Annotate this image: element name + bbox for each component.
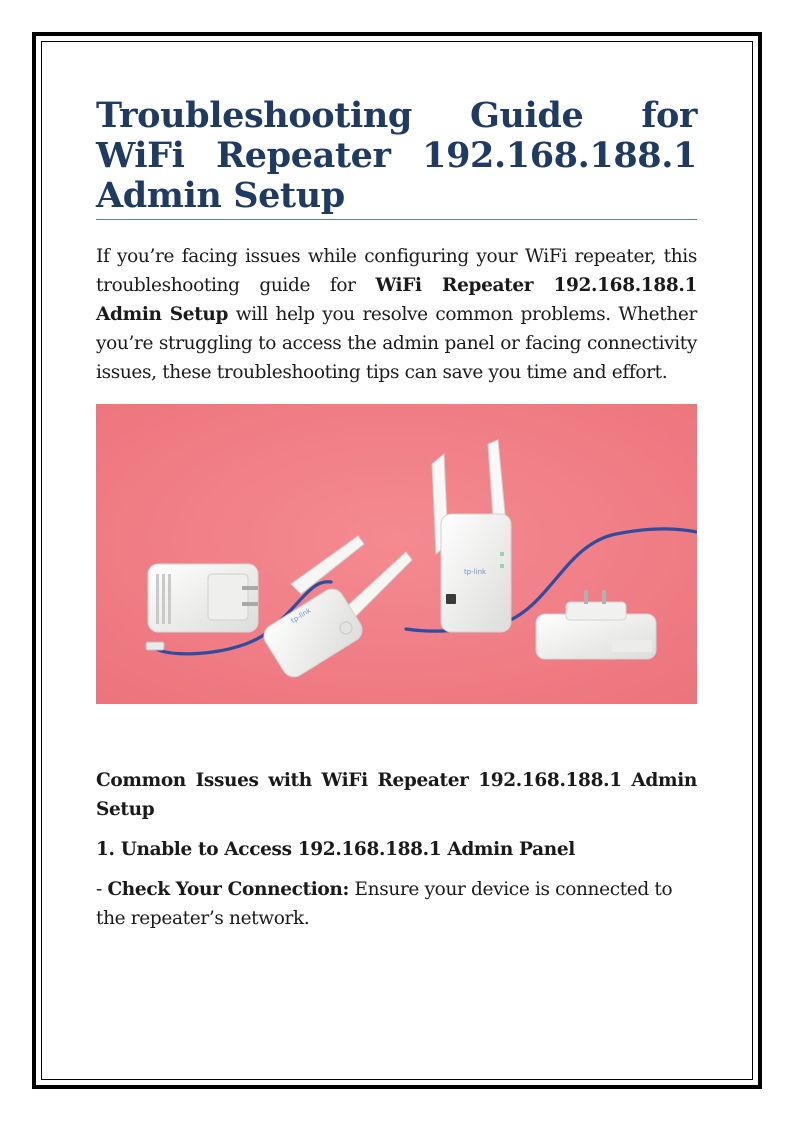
repeater-center-logo: tp-link [464, 568, 487, 576]
section-heading: Common Issues with WiFi Repeater 192.168.188.1 Admin Setup [96, 770, 697, 820]
tip-label: Check Your Connection: [107, 879, 349, 900]
intro-text-1: If you’re facing issues while configuring your WiFi repeater, this troubleshooting guide for [96, 246, 697, 296]
intro-paragraph [96, 242, 697, 387]
page-title: Troubleshooting Guide for WiFi Repeater 192.168.188.1 Admin Setup [96, 96, 697, 220]
wifi-repeater-photo [96, 404, 697, 704]
tip-paragraph [96, 875, 697, 933]
repeater-photo-illustration [96, 404, 697, 704]
intro-text-2: will help you resolve common problems. Whether you’re struggling to access the admin panel or facing connectivity issues, these troubleshooting tips can save you time and effort. [96, 304, 697, 383]
document-content [96, 96, 697, 933]
issue-heading: 1. Unable to Access 192.168.188.1 Admin Panel [96, 839, 575, 860]
intro-bold-keyword: WiFi Repeater 192.168.188.1 Admin Setup [96, 275, 697, 325]
plug-device-right [536, 614, 656, 659]
tip-text: Ensure your device is connected to the repeater’s network. [96, 879, 673, 929]
tip-prefix: - [96, 879, 108, 900]
repeater-left-logo: tp-link [289, 606, 313, 625]
